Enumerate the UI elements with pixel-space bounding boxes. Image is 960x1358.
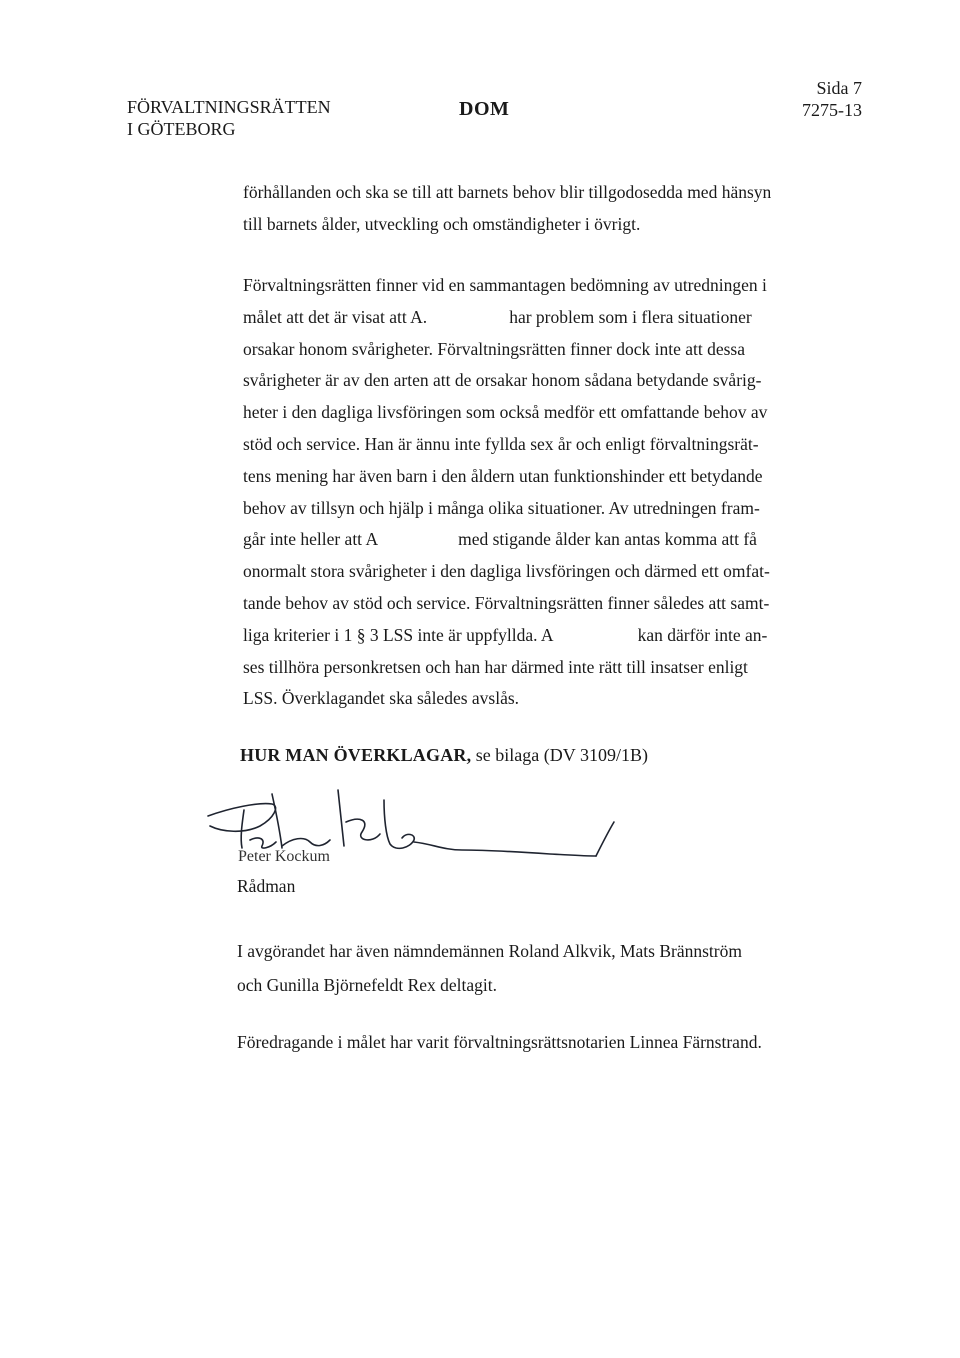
text-line: och Gunilla Björnefeldt Rex deltagit.: [237, 975, 498, 995]
text-line: tens mening har även barn i den åldern utan funktionshinder ett betydande: [243, 465, 763, 486]
text-line: Förvaltningsrätten finner vid en sammantagen bedömning av utredningen i: [243, 275, 767, 295]
text-line: orsakar honom svårigheter. Förvaltningsrätten finner dock inte att dessa: [243, 338, 746, 359]
text-line: I avgörandet har även nämndemännen Roland Alkvik, Mats Brännström: [237, 941, 742, 961]
document-type: DOM: [459, 98, 510, 120]
appeal-heading: HUR MAN ÖVERKLAGAR,: [240, 745, 472, 765]
paragraph-2: [243, 270, 788, 715]
court-name: [127, 96, 331, 140]
text-segment: med stigande ålder kan antas komma att få: [458, 529, 757, 550]
text-line: stöd och service. Han är ännu inte fyllda sex år och enligt förvaltningsrät-: [243, 433, 759, 454]
text-line: behov av tillsyn och hjälp i många olika situationer. Av utredningen fram-: [243, 497, 760, 518]
signer-name: Peter Kockum: [238, 848, 330, 865]
appeal-reference: se bilaga (DV 3109/1B): [471, 745, 648, 765]
paragraph-1: [243, 176, 788, 240]
text-line: LSS. Överklagandet ska således avslås.: [243, 688, 520, 709]
paragraph-lay-judges: [237, 934, 742, 1002]
text-segment: kan därför inte an-: [637, 624, 768, 645]
text-segment: går inte heller att A: [243, 529, 379, 550]
page-number: Sida 7: [816, 78, 862, 98]
page-info: [802, 77, 862, 121]
text-line: svårigheter är av den arten att de orsakar honom sådana betydande svårig-: [243, 370, 762, 391]
signer-title: Rådman: [237, 876, 296, 896]
text-segment: liga kriterier i 1 § 3 LSS inte är uppfyllda. A: [243, 624, 554, 645]
court-name-line2: I GÖTEBORG: [127, 119, 236, 139]
text-line: tande behov av stöd och service. Förvaltningsrätten finner således att samt-: [243, 592, 770, 613]
paragraph-rapporteur: Föredragande i målet har varit förvaltningsrättsnotarien Linnea Färnstrand.: [237, 1032, 762, 1052]
appeal-instructions: [240, 745, 648, 766]
text-segment: målet att det är visat att A.: [243, 306, 428, 327]
case-number: 7275-13: [802, 100, 862, 120]
court-name-line1: FÖRVALTNINGSRÄTTEN: [127, 97, 331, 117]
text-line-redacted: [243, 524, 788, 556]
text-line: förhållanden och ska se till att barnets behov blir tillgodosedda med hänsyn: [243, 182, 772, 202]
text-line: ses tillhöra personkretsen och han har därmed inte rätt till insatser enligt: [243, 656, 748, 677]
text-line-redacted: [243, 620, 788, 652]
text-line: heter i den dagliga livsföringen som också medför ett omfattande behov av: [243, 402, 768, 423]
text-line: onormalt stora svårigheter i den dagliga livsföringen och därmed ett omfat-: [243, 561, 770, 582]
text-segment: har problem som i flera situationer: [509, 306, 752, 327]
text-line-redacted: [243, 302, 788, 334]
text-line: till barnets ålder, utveckling och omständigheter i övrigt.: [243, 214, 641, 234]
